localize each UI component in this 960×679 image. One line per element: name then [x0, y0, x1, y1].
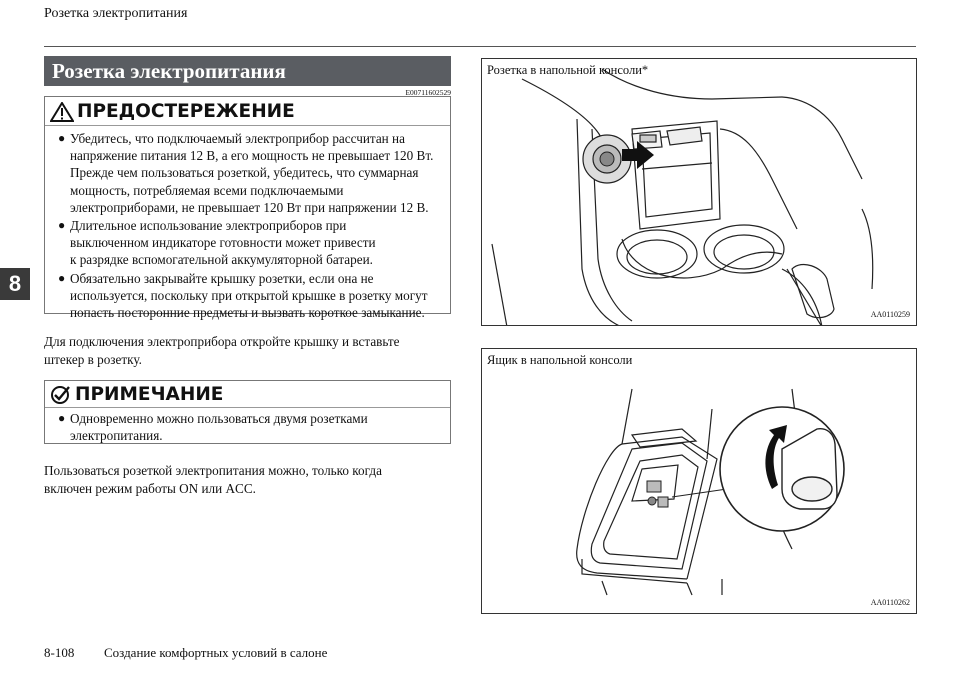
figure-floor-console-socket [481, 58, 917, 326]
bullet-line: электроприборами, не превышает 120 Вт при напряжении 12 В. [70, 199, 429, 215]
bullet-line: попасть посторонние предметы и вызвать короткое замыкание. [70, 305, 425, 321]
bullet-line: Одновременно можно пользоваться двумя розетками [70, 411, 368, 426]
checkmark-note-icon [50, 385, 72, 405]
section-code: E00711602529 [405, 88, 451, 97]
warning-triangle-icon [50, 102, 74, 122]
body-line: Для подключения электроприбора откройте крышку и вставьте [44, 334, 400, 349]
figure1-caption: Розетка в напольной консоли* [487, 63, 649, 77]
body-paragraph-2 [44, 462, 451, 498]
bullet-line: Длительное использование электроприборов при [70, 218, 347, 234]
body-line: включен режим работы ON или ACC. [44, 481, 256, 496]
figure-floor-console-box [481, 348, 917, 614]
bullet-item [58, 130, 446, 216]
bullet-dot-icon: ● [58, 411, 66, 425]
note-box [44, 380, 451, 444]
body-paragraph-1 [44, 333, 451, 369]
bullet-line: Прежде чем пользоваться розеткой, убедитесь, что суммарная [70, 165, 419, 181]
body-line: Пользоваться розеткой электропитания можно, только когда [44, 463, 382, 478]
console-socket-illustration [482, 59, 917, 326]
page-number: 8-108 [44, 645, 75, 660]
bullet-item [58, 410, 446, 444]
body-line: штекер в розетку. [44, 352, 142, 367]
bullet-line: Обязательно закрывайте крышку розетки, если она не [70, 270, 374, 286]
figure1-code: AA0110259 [870, 310, 910, 319]
bullet-item [58, 217, 446, 269]
note-title: ПРИМЕЧАНИЕ [75, 384, 224, 405]
header-divider [44, 46, 916, 47]
bullet-item [58, 270, 446, 322]
console-box-illustration [482, 349, 917, 614]
bullet-line: к разрядке вспомогательной аккумуляторной батареи. [70, 252, 373, 268]
warning-box [44, 96, 451, 321]
warning-title: ПРЕДОСТЕРЕЖЕНИЕ [77, 101, 295, 122]
bullet-line: электропитания. [70, 428, 163, 444]
warning-list [58, 130, 446, 322]
figure2-caption: Ящик в напольной консоли [487, 353, 633, 367]
footer-section-title: Создание комфортных условий в салоне [104, 645, 328, 660]
bullet-dot-icon: ● [58, 270, 66, 285]
bullet-dot-icon: ● [58, 131, 66, 145]
bullet-line: выключенном индикаторе готовности может привести [70, 235, 376, 251]
note-title-rule [45, 407, 450, 408]
bullet-line: Убедитесь, что подключаемый электроприбор рассчитан на [70, 131, 405, 146]
warning-title-rule [45, 125, 450, 126]
running-header: Розетка электропитания [44, 6, 188, 21]
section-title: Розетка электропитания [44, 56, 451, 86]
bullet-line: напряжение питания 12 В, а его мощность не превышает 120 Вт. [70, 148, 434, 164]
note-list [58, 410, 446, 445]
warning-heading [50, 101, 295, 122]
figure2-code: AA0110262 [870, 598, 910, 607]
note-heading [50, 384, 223, 405]
bullet-line: мощность, потребляемая всеми подключаемыми [70, 182, 344, 198]
bullet-dot-icon: ● [58, 218, 66, 233]
bullet-line: используется, поскольку при открытой крышке в розетку могут [70, 287, 428, 303]
chapter-tab[interactable]: 8 [0, 268, 30, 300]
